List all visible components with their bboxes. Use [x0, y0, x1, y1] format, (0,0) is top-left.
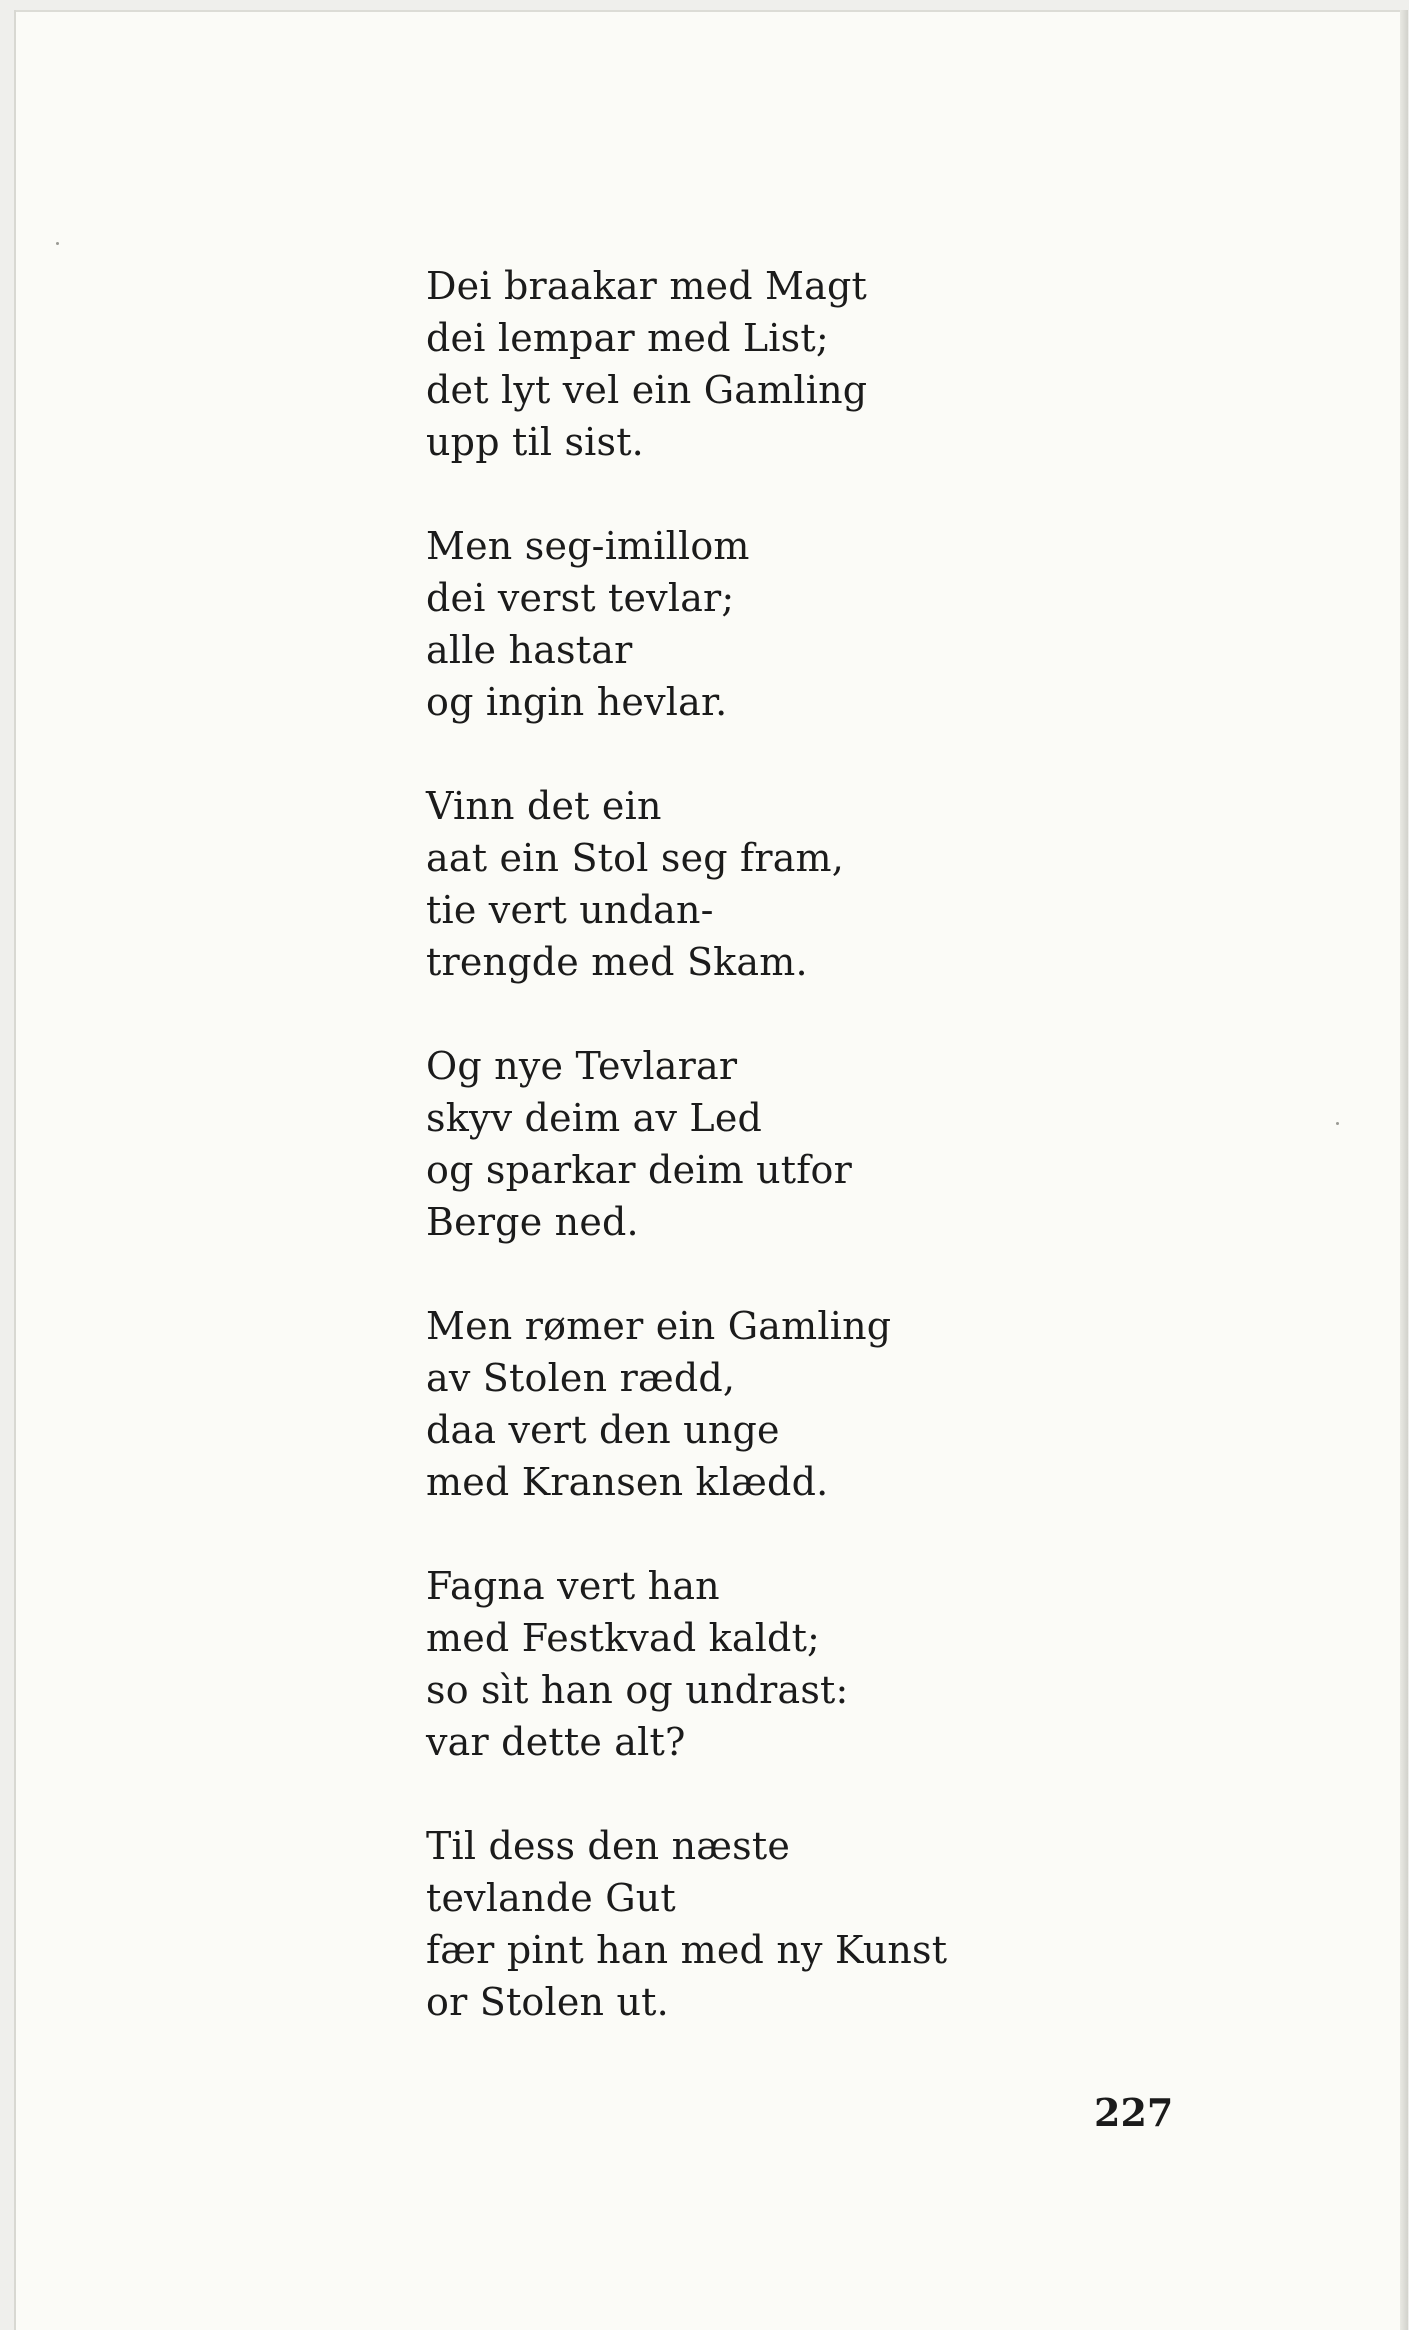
poem-line: tie vert undan- [426, 888, 714, 932]
poem-line: Berge ned. [426, 1200, 639, 1244]
paper-speck [56, 242, 59, 245]
poem-line: dei verst tevlar; [426, 576, 735, 620]
stanza-7 [426, 1820, 1126, 2028]
poem-line: Dei braakar med Magt [426, 264, 867, 308]
poem-line: med Kransen klædd. [426, 1460, 829, 1504]
poem-line: fær pint han med ny Kunst [426, 1928, 948, 1972]
poem-line: skyv deim av Led [426, 1096, 763, 1140]
page-edge [1400, 10, 1408, 2330]
poem [426, 260, 1126, 2080]
poem-line: or Stolen ut. [426, 1980, 669, 2024]
poem-line: Vinn det ein [426, 784, 662, 828]
page-number: 227 [1094, 2090, 1174, 2135]
poem-line: og sparkar deim utfor [426, 1148, 852, 1192]
stanza-1 [426, 260, 1126, 468]
poem-line: upp til sist. [426, 420, 644, 464]
stanza-2 [426, 520, 1126, 728]
poem-line: dei lempar med List; [426, 316, 829, 360]
poem-line: alle hastar [426, 628, 633, 672]
poem-line: med Festkvad kaldt; [426, 1616, 821, 1660]
poem-line: so sìt han og undrast: [426, 1668, 849, 1712]
poem-line: av Stolen rædd, [426, 1356, 736, 1400]
poem-line: aat ein Stol seg fram, [426, 836, 845, 880]
poem-line: Men rømer ein Gamling [426, 1304, 892, 1348]
stanza-4 [426, 1040, 1126, 1248]
poem-line: Men seg-imillom [426, 524, 750, 568]
poem-line: daa vert den unge [426, 1408, 780, 1452]
stanza-3 [426, 780, 1126, 988]
poem-line: det lyt vel ein Gamling [426, 368, 868, 412]
poem-line: trengde med Skam. [426, 940, 808, 984]
poem-line: Og nye Tevlarar [426, 1044, 738, 1088]
poem-line: tevlande Gut [426, 1876, 676, 1920]
poem-line: Til dess den næste [426, 1824, 791, 1868]
stanza-6 [426, 1560, 1126, 1768]
poem-line: var dette alt? [426, 1720, 686, 1764]
book-page [14, 10, 1408, 2330]
poem-line: Fagna vert han [426, 1564, 720, 1608]
paper-speck [1336, 1122, 1339, 1125]
stanza-5 [426, 1300, 1126, 1508]
poem-line: og ingin hevlar. [426, 680, 728, 724]
